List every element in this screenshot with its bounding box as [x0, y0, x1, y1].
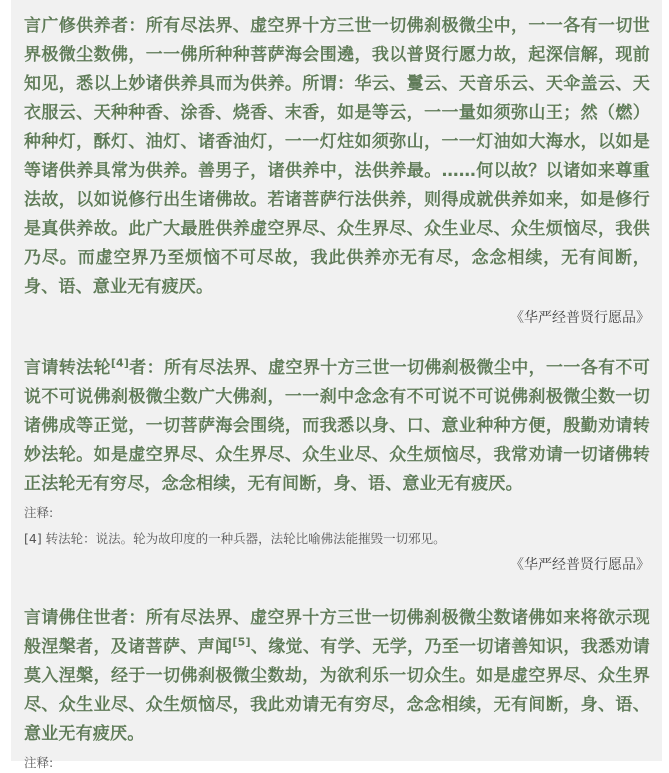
- section-dharma-wheel: [24, 354, 650, 575]
- paragraph-text: 、缘觉、有学、无学，乃至一切诸善知识，我悉劝请莫入涅槃，经于一切佛刹极微尘数劫，为欲利乐一切众生。如是虚空界尽、众生界尽、众生业尽、众生烦恼尽，我此劝请无有穷尽，念念相续，无有间断，身、语、意业无有疲厌。: [24, 637, 650, 744]
- paragraph-text: 言请佛住世者：所有尽法界、虚空界十方三世一切佛刹极微尘数诸佛如来将欲示现般涅槃者，及诸菩萨、声闻: [24, 608, 650, 657]
- paragraph-text: 者：所有尽法界、虚空界十方三世一切佛刹极微尘中，一一各有不可说不可说佛刹极微尘数广大佛刹，一一刹中念念有不可说不可说佛刹极微尘数一切诸佛成等正觉，一切菩萨海会围绕，而我悉以身、口、意业种种方便，殷勤劝请转妙法轮。如是虚空界尽、众生界尽、众生业尽、众生烦恼尽，我常劝请一切诸佛转正法轮无有穷尽，念念相续，无有间断，身、语、意业无有疲厌。: [24, 358, 650, 494]
- section-buddha-remain: [24, 604, 650, 773]
- footnote: [4] 转法轮：说法。轮为故印度的一种兵器，法轮比喻佛法能摧毁一切邪见。: [24, 531, 446, 546]
- paragraph-buddha-remain: [24, 604, 650, 749]
- footnote-ref: [4]: [110, 356, 130, 370]
- note-title: 注释:: [24, 505, 54, 520]
- section-offering: [24, 12, 650, 328]
- source-citation: 《华严经普贤行愿品》: [510, 557, 650, 573]
- paragraph-dharma-wheel: [24, 354, 650, 499]
- footnote-ref: [5]: [232, 635, 251, 649]
- source-citation: 《华严经普贤行愿品》: [510, 310, 650, 326]
- paragraph-text: 言请转法轮: [24, 358, 111, 378]
- note-title: 注释:: [24, 755, 54, 770]
- content-panel: [11, 0, 662, 770]
- paragraph-offering: 言广修供养者：所有尽法界、虚空界十方三世一切佛刹极微尘中，一一各有一切世界极微尘数佛，一一佛所种种菩萨海会围遶，我以普贤行愿力故，起深信解，现前知见，悉以上妙诸供养具而为供养。所谓：华云、鬘云、天音乐云、天伞盖云、天衣服云、天种种香、涂香、烧香、末香，如是等云，一一量如须弥山王；然（燃）种种灯，酥灯、油灯、诸香油灯，一一灯炷如须弥山，一一灯油如大海水，以如是等诸供养具常为供养。善男子，诸供养中，法供养最。……何以故？以诸如来尊重法故，以如说修行出生诸佛故。若诸菩萨行法供养，则得成就供养如来，如是修行是真供养故。此广大最胜供养虚空界尽、众生界尽、众生业尽、众生烦恼尽，我供乃尽。而虚空界乃至烦恼不可尽故，我此供养亦无有尽，念念相续，无有间断，身、语、意业无有疲厌。: [24, 16, 650, 297]
